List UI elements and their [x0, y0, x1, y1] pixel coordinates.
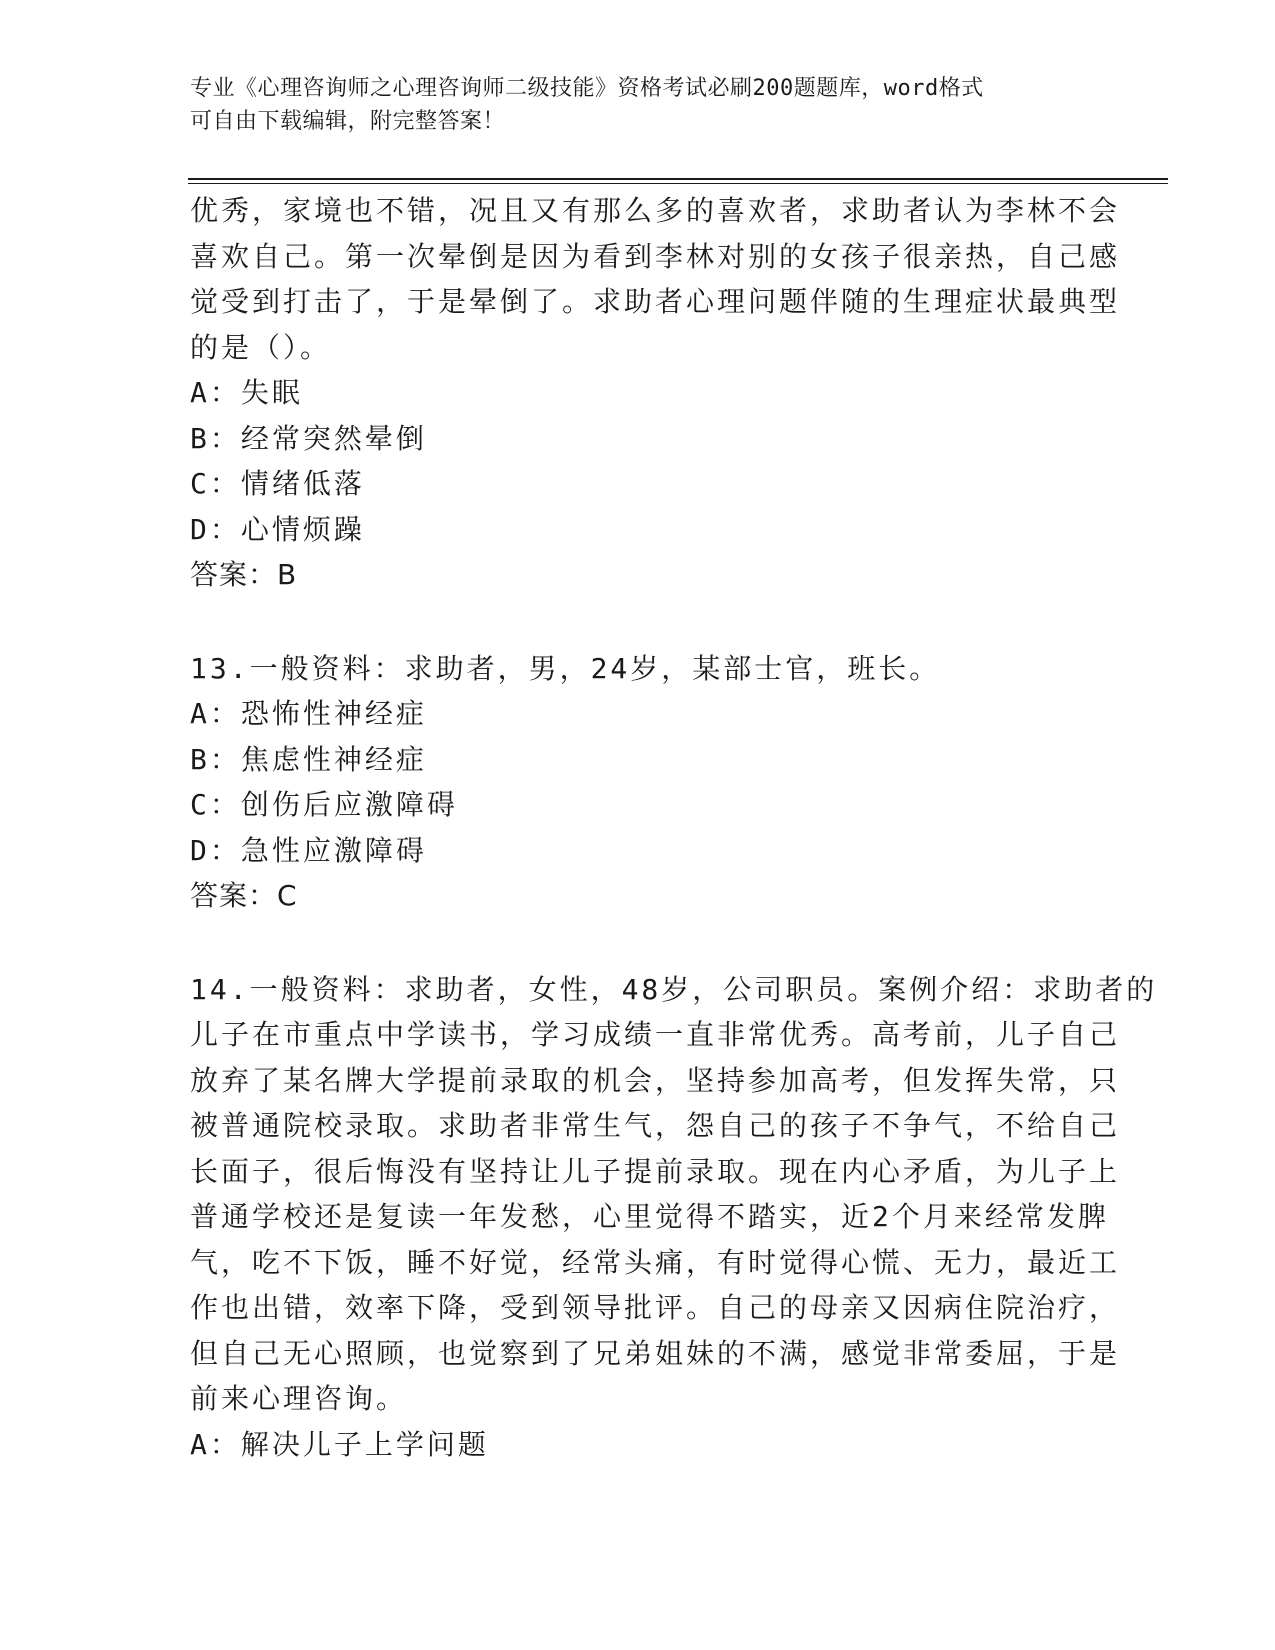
answer-label: 答案：B — [190, 558, 298, 591]
question-text-line: 长面子，很后悔没有坚持让儿子提前录取。现在内心矛盾，为儿子上 — [190, 1154, 1121, 1188]
header-rule-bottom — [188, 183, 1168, 184]
question-text-line: 觉受到打击了，于是晕倒了。求助者心理问题伴随的生理症状最典型 — [190, 285, 1121, 318]
option-c: C：创伤后应激障碍 — [190, 788, 458, 821]
option-a: A：失眠 — [190, 376, 303, 409]
question-text-line: 13.一般资料：求助者，男，24岁，某部士官，班长。 — [190, 651, 941, 685]
answer-label: 答案：C — [190, 879, 298, 912]
question-text-line: 普通学校还是复读一年发愁，心里觉得不踏实，近2个月来经常发脾 — [190, 1200, 1109, 1233]
question-14 — [190, 967, 1158, 1468]
question-text-line: 被普通院校录取。求助者非常生气，怨自己的孩子不争气，不给自己 — [190, 1109, 1121, 1142]
question-text-line: 喜欢自己。第一次晕倒是因为看到李林对别的女孩子很亲热，自己感 — [190, 239, 1121, 273]
question-text-line: 放弃了某名牌大学提前录取的机会，坚持参加高考，但发挥失常，只 — [190, 1063, 1121, 1097]
option-d: D：急性应激障碍 — [190, 833, 427, 867]
document-body — [190, 188, 1158, 1467]
question-13 — [190, 646, 1090, 919]
question-text-line: 气，吃不下饭，睡不好觉，经常头痛，有时觉得心慌、无力，最近工 — [190, 1245, 1121, 1279]
question-text-line: 但自己无心照顾，也觉察到了兄弟姐妹的不满，感觉非常委屈，于是 — [190, 1336, 1121, 1370]
option-c: C：情绪低落 — [190, 467, 365, 500]
question-text-line: 的是（）。 — [190, 330, 332, 364]
option-b: B：经常突然晕倒 — [190, 421, 427, 455]
option-a: A：恐怖性神经症 — [190, 697, 427, 730]
option-d: D：心情烦躁 — [190, 512, 365, 546]
document-header — [190, 72, 1090, 138]
spacer — [190, 598, 1090, 646]
header-line-1: 专业《心理咨询师之心理咨询师二级技能》资格考试必刷200题题库，word格式 — [190, 76, 984, 101]
header-line-2: 可自由下载编辑，附完整答案！ — [190, 109, 506, 134]
question-text-line: 优秀，家境也不错，况且又有那么多的喜欢者，求助者认为李林不会 — [190, 194, 1121, 227]
question-text-line: 14.一般资料：求助者，女性，48岁，公司职员。案例介绍：求助者的 — [190, 972, 1158, 1006]
question-text-line: 作也出错，效率下降，受到领导批评。自己的母亲又因病住院治疗， — [190, 1291, 1121, 1324]
question-12 — [190, 188, 1121, 598]
spacer — [190, 919, 1090, 967]
question-text-line: 儿子在市重点中学读书，学习成绩一直非常优秀。高考前，儿子自己 — [190, 1018, 1121, 1051]
option-a: A：解决儿子上学问题 — [190, 1427, 489, 1461]
question-text-line: 前来心理咨询。 — [190, 1382, 408, 1415]
option-b: B：焦虑性神经症 — [190, 742, 427, 776]
header-rule-top — [188, 178, 1168, 180]
